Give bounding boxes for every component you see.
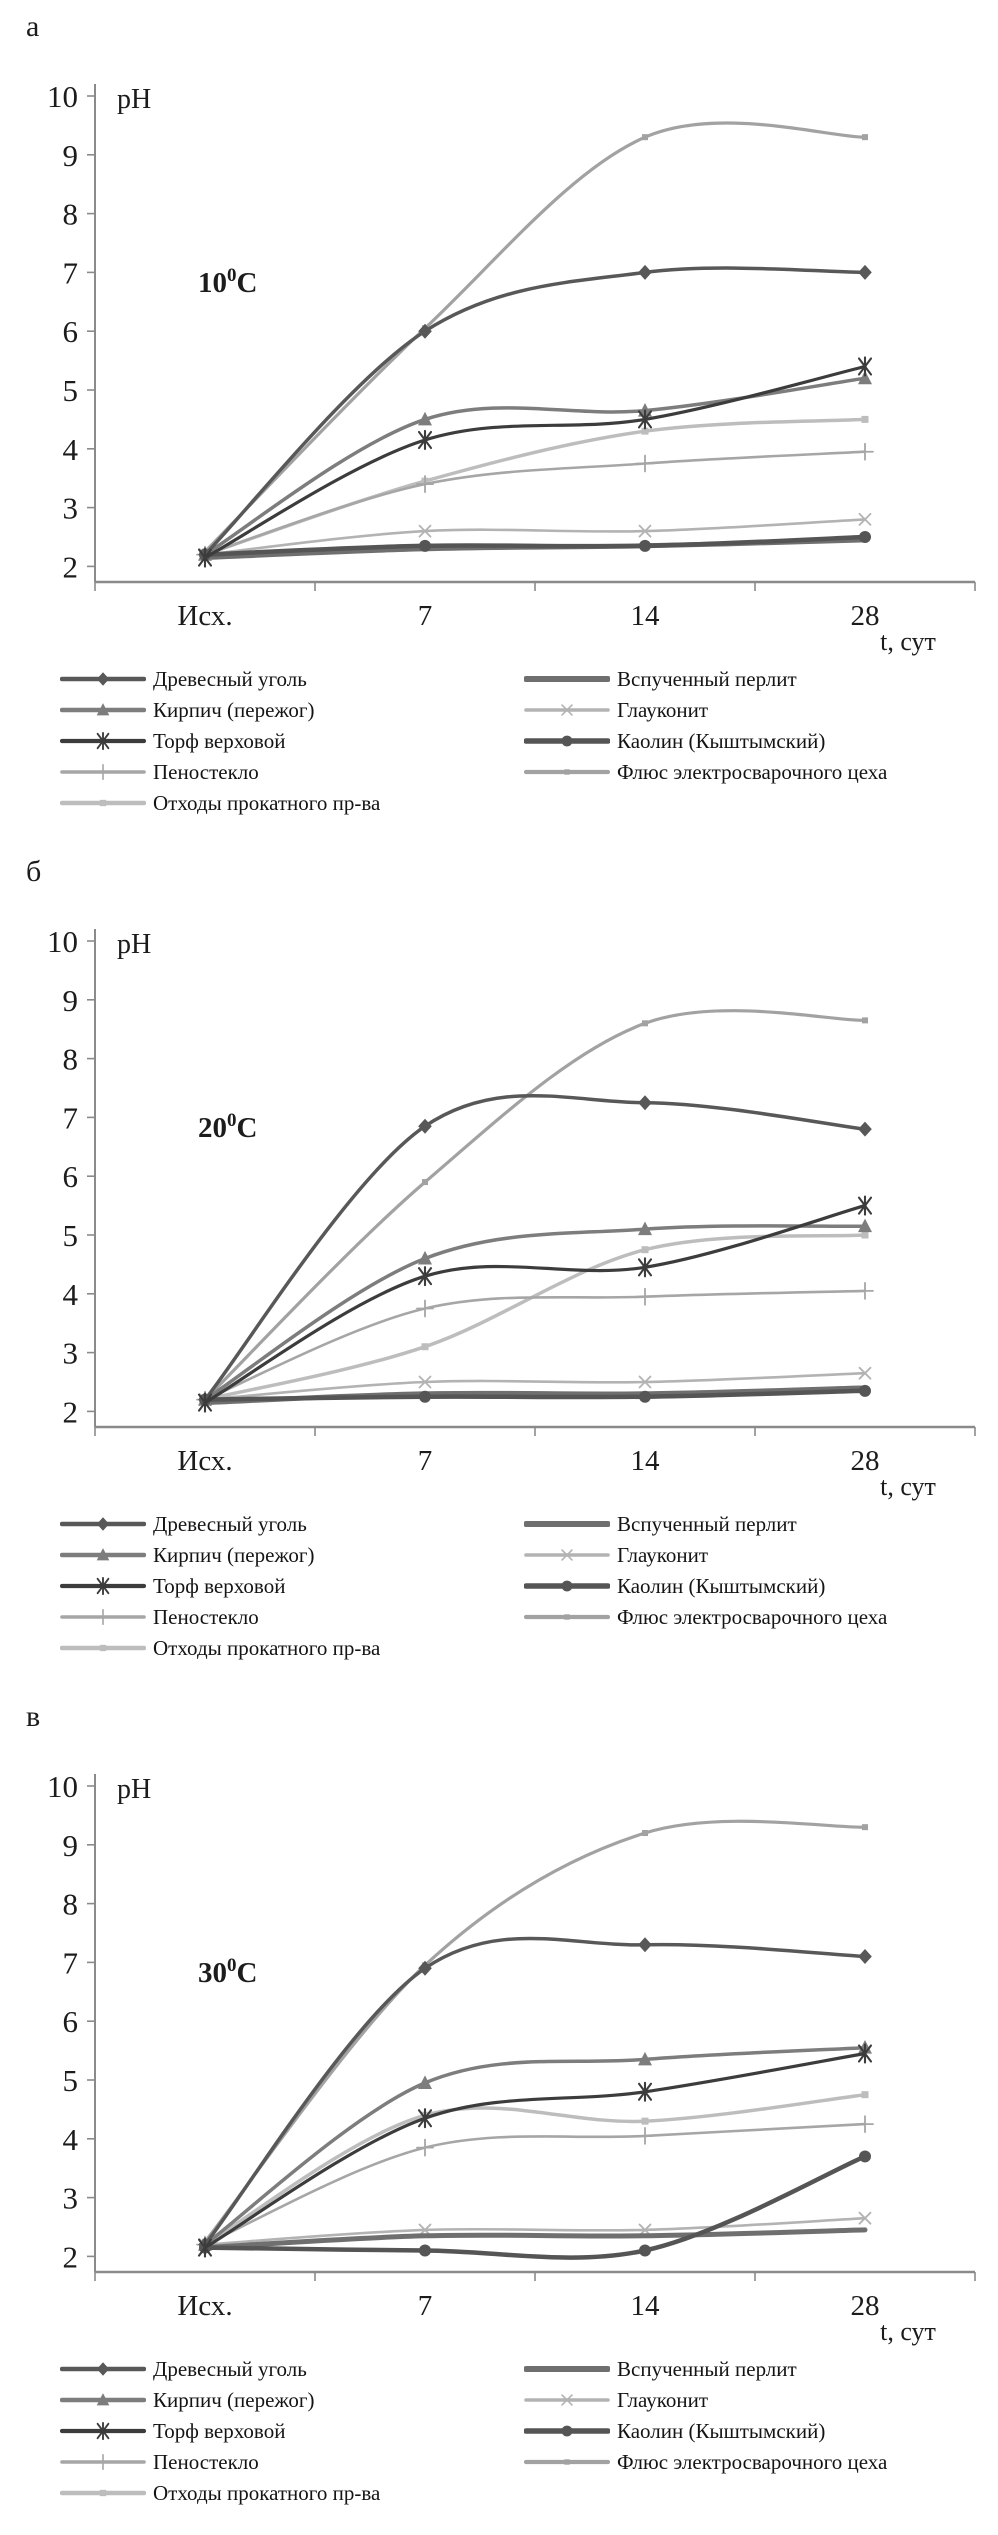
chart-panel-b — [0, 845, 998, 1690]
legend-label: Отходы прокатного пр-ва — [153, 1636, 381, 1660]
y-tick-label: 9 — [62, 1827, 78, 1863]
legend-label: Флюс электросварочного цеха — [617, 1605, 888, 1629]
x-tick-label: 28 — [850, 600, 880, 632]
legend-swatch-rolling-mill-waste — [60, 2482, 146, 2504]
legend-swatch-foam-glass — [60, 2451, 146, 2473]
marker-circle — [419, 540, 431, 552]
marker-small-square — [564, 2459, 569, 2464]
legend-item-peat — [60, 730, 524, 752]
legend-label: Кирпич (пережог) — [153, 698, 315, 722]
y-tick-label: 8 — [62, 1886, 78, 1922]
legend-item-expanded-perlite — [524, 2358, 887, 2380]
legend-swatch-rolling-mill-waste — [60, 1637, 146, 1659]
marker-diamond — [97, 2362, 109, 2376]
legend-swatch-brick — [60, 2389, 146, 2411]
legend-swatch-peat — [60, 2420, 146, 2442]
x-tick-label: Исх. — [177, 600, 233, 632]
legend-item-charcoal — [60, 668, 524, 690]
x-tick-label: Исх. — [177, 1445, 233, 1477]
y-tick-label: 3 — [62, 2180, 78, 2216]
legend-label: Кирпич (пережог) — [153, 2388, 315, 2412]
legend-item-welding-flux — [524, 2451, 887, 2473]
marker-diamond — [97, 1517, 109, 1531]
y-tick-label: 7 — [62, 1100, 78, 1136]
legend-item-welding-flux — [524, 1606, 887, 1628]
legend-label: Вспученный перлит — [617, 667, 797, 691]
x-tick-label: 28 — [850, 2290, 880, 2322]
legend-item-rolling-mill-waste — [60, 2482, 524, 2504]
marker-diamond — [97, 672, 109, 686]
marker-circle — [562, 2426, 573, 2437]
legend-item-expanded-perlite — [524, 668, 887, 690]
legend-item-brick — [60, 1544, 524, 1566]
legend-swatch-kaolin — [524, 730, 610, 752]
marker-small-square — [642, 134, 648, 140]
legend-item-kaolin — [524, 2420, 887, 2442]
legend-swatch-rolling-mill-waste — [60, 792, 146, 814]
chart-panel-v — [0, 1690, 998, 2535]
legend-swatch-glauconite — [524, 699, 610, 721]
legend-swatch-kaolin — [524, 2420, 610, 2442]
marker-diamond — [638, 1937, 652, 1952]
legend-item-kaolin — [524, 1575, 887, 1597]
temperature-annotation: $10^0C$ — [198, 265, 258, 299]
y-axis-title: pH — [117, 929, 152, 960]
legend-label: Древесный уголь — [153, 1512, 307, 1536]
line-chart-svg — [0, 1734, 998, 2346]
series-line-charcoal — [205, 1938, 865, 2244]
legend-item-expanded-perlite — [524, 1513, 887, 1535]
y-tick-label: 6 — [62, 2004, 78, 2040]
legend-label: Вспученный перлит — [617, 2357, 797, 2381]
temperature-annotation: $20^0C$ — [198, 1110, 258, 1144]
legend-item-rolling-mill-waste — [60, 792, 524, 814]
marker-circle — [639, 1391, 651, 1403]
legend-item-glauconite — [524, 2389, 887, 2411]
legend-label: Древесный уголь — [153, 667, 307, 691]
legend-item-brick — [60, 699, 524, 721]
marker-circle — [419, 2245, 431, 2257]
legend-label: Каолин (Кыштымский) — [617, 2419, 826, 2443]
legend-swatch-expanded-perlite — [524, 2358, 610, 2380]
legend-swatch-welding-flux — [524, 2451, 610, 2473]
marker-circle — [562, 1581, 573, 1592]
y-tick-label: 9 — [62, 137, 78, 173]
legend-swatch-charcoal — [60, 668, 146, 690]
legend-label: Отходы прокатного пр-ва — [153, 791, 381, 815]
line-chart-svg — [0, 889, 998, 1501]
legend-label: Каолин (Кыштымский) — [617, 1574, 826, 1598]
marker-diamond — [858, 1122, 872, 1137]
y-tick-label: 5 — [62, 1218, 78, 1253]
marker-square — [862, 2091, 869, 2098]
marker-circle — [639, 2245, 651, 2257]
legend-label: Пеностекло — [153, 760, 259, 784]
y-tick-label: 2 — [62, 2239, 78, 2275]
legend-swatch-welding-flux — [524, 1606, 610, 1628]
legend-item-foam-glass — [60, 1606, 524, 1628]
marker-plus — [417, 2140, 433, 2156]
legend-item-kaolin — [524, 730, 887, 752]
marker-small-square — [564, 769, 569, 774]
y-tick-label: 9 — [62, 982, 78, 1018]
legend-swatch-brick — [60, 699, 146, 721]
legend-item-peat — [60, 1575, 524, 1597]
y-tick-label: 3 — [62, 490, 78, 526]
x-axis-title: t, сут — [880, 2317, 936, 2346]
y-tick-label: 5 — [62, 2063, 78, 2098]
x-tick-label: 28 — [850, 1445, 880, 1477]
y-tick-label: 7 — [62, 1945, 78, 1981]
legend-swatch-glauconite — [524, 2389, 610, 2411]
legend-item-charcoal — [60, 2358, 524, 2380]
series-line-brick — [205, 2048, 865, 2245]
marker-square — [862, 1232, 869, 1239]
y-tick-label: 10 — [47, 924, 78, 959]
legend-label: Пеностекло — [153, 1605, 259, 1629]
x-axis-title: t, сут — [880, 627, 936, 656]
x-tick-label: Исх. — [177, 2290, 233, 2322]
marker-circle — [419, 1391, 431, 1403]
legend-label: Отходы прокатного пр-ва — [153, 2481, 381, 2505]
marker-diamond — [638, 265, 652, 280]
y-tick-label: 8 — [62, 1041, 78, 1077]
marker-square — [862, 416, 869, 423]
legend-swatch-foam-glass — [60, 761, 146, 783]
series-line-expanded-perlite — [205, 2230, 865, 2248]
marker-plus — [96, 2455, 110, 2469]
legend-swatch-expanded-perlite — [524, 1513, 610, 1535]
marker-plus — [637, 2128, 653, 2144]
marker-plus — [96, 1610, 110, 1624]
marker-square — [642, 1246, 649, 1253]
legend-label: Пеностекло — [153, 2450, 259, 2474]
legend-label: Каолин (Кыштымский) — [617, 729, 826, 753]
legend-label: Флюс электросварочного цеха — [617, 2450, 888, 2474]
y-tick-label: 6 — [62, 1159, 78, 1195]
legend-label: Торф верховой — [153, 729, 286, 753]
marker-small-square — [862, 134, 868, 140]
series-line-welding-flux — [205, 1011, 865, 1400]
legend-label: Вспученный перлит — [617, 1512, 797, 1536]
legend-item-glauconite — [524, 1544, 887, 1566]
marker-small-square — [422, 1179, 428, 1185]
marker-small-square — [564, 1614, 569, 1619]
y-tick-label: 7 — [62, 255, 78, 291]
x-tick-label: 14 — [630, 1445, 660, 1477]
series-line-foam-glass — [205, 452, 865, 555]
series-line-foam-glass — [205, 1291, 865, 1400]
marker-circle — [859, 1385, 871, 1397]
legend-swatch-peat — [60, 1575, 146, 1597]
legend-label: Торф верховой — [153, 2419, 286, 2443]
marker-circle — [859, 2150, 871, 2162]
temperature-annotation: $30^0C$ — [198, 1955, 258, 1989]
chart-legend — [60, 668, 887, 814]
y-axis-title: pH — [117, 1774, 152, 1805]
legend-swatch-expanded-perlite — [524, 668, 610, 690]
x-tick-label: 14 — [630, 2290, 660, 2322]
panel-letter: в — [26, 1700, 41, 1733]
series-line-brick — [205, 1226, 865, 1400]
marker-square — [422, 1343, 429, 1350]
y-tick-label: 4 — [62, 431, 78, 467]
legend-item-welding-flux — [524, 761, 887, 783]
y-tick-label: 2 — [62, 549, 78, 585]
y-tick-label: 10 — [47, 79, 78, 114]
series-line-kaolin — [205, 537, 865, 555]
series-line-rolling-mill-waste — [205, 2095, 865, 2245]
y-tick-label: 6 — [62, 314, 78, 350]
series-line-peat — [205, 2054, 865, 2248]
marker-plus — [857, 2116, 873, 2132]
legend-swatch-kaolin — [524, 1575, 610, 1597]
legend-label: Флюс электросварочного цеха — [617, 760, 888, 784]
marker-plus — [857, 444, 873, 460]
legend-swatch-charcoal — [60, 1513, 146, 1535]
series-line-charcoal — [205, 268, 865, 555]
legend-label: Глауконит — [617, 1543, 709, 1567]
panel-letter: б — [26, 855, 42, 888]
marker-circle — [639, 540, 651, 552]
legend-label: Древесный уголь — [153, 2357, 307, 2381]
legend-swatch-foam-glass — [60, 1606, 146, 1628]
x-axis-title: t, сут — [880, 1472, 936, 1501]
y-tick-label: 8 — [62, 196, 78, 232]
y-axis-title: pH — [117, 84, 152, 115]
legend-label: Глауконит — [617, 2388, 709, 2412]
legend-label: Кирпич (пережог) — [153, 1543, 315, 1567]
line-chart-svg — [0, 44, 998, 656]
marker-plus — [637, 1289, 653, 1305]
marker-diamond — [858, 1949, 872, 1964]
legend-item-peat — [60, 2420, 524, 2442]
marker-square — [642, 2118, 649, 2125]
legend-swatch-welding-flux — [524, 761, 610, 783]
marker-circle — [562, 736, 573, 747]
legend-item-glauconite — [524, 699, 887, 721]
legend-swatch-charcoal — [60, 2358, 146, 2380]
y-tick-label: 2 — [62, 1394, 78, 1430]
y-tick-label: 3 — [62, 1335, 78, 1371]
series-line-brick — [205, 378, 865, 554]
marker-plus — [857, 1283, 873, 1299]
marker-square — [100, 1645, 106, 1651]
legend-swatch-glauconite — [524, 1544, 610, 1566]
legend-label: Торф верховой — [153, 1574, 286, 1598]
x-tick-label: 7 — [417, 600, 433, 632]
marker-small-square — [642, 1020, 648, 1026]
y-tick-label: 4 — [62, 1276, 78, 1312]
y-tick-label: 10 — [47, 1769, 78, 1804]
marker-circle — [859, 531, 871, 543]
marker-small-square — [862, 1017, 868, 1023]
marker-diamond — [638, 1095, 652, 1110]
marker-small-square — [642, 1830, 648, 1836]
legend-label: Глауконит — [617, 698, 709, 722]
x-tick-label: 14 — [630, 600, 660, 632]
legend-item-rolling-mill-waste — [60, 1637, 524, 1659]
marker-plus — [637, 456, 653, 472]
chart-panel-a — [0, 0, 998, 845]
legend-item-brick — [60, 2389, 524, 2411]
legend-swatch-brick — [60, 1544, 146, 1566]
marker-plus — [96, 765, 110, 779]
marker-square — [100, 2490, 106, 2496]
panel-letter: а — [26, 10, 40, 43]
marker-plus — [417, 1301, 433, 1317]
y-tick-label: 4 — [62, 2121, 78, 2157]
marker-diamond — [858, 265, 872, 280]
legend-item-charcoal — [60, 1513, 524, 1535]
marker-square — [100, 800, 106, 806]
legend-swatch-peat — [60, 730, 146, 752]
chart-legend — [60, 2358, 887, 2504]
chart-legend — [60, 1513, 887, 1659]
y-tick-label: 5 — [62, 373, 78, 408]
x-tick-label: 7 — [417, 2290, 433, 2322]
marker-small-square — [862, 1824, 868, 1830]
legend-item-foam-glass — [60, 761, 524, 783]
x-tick-label: 7 — [417, 1445, 433, 1477]
legend-item-foam-glass — [60, 2451, 524, 2473]
